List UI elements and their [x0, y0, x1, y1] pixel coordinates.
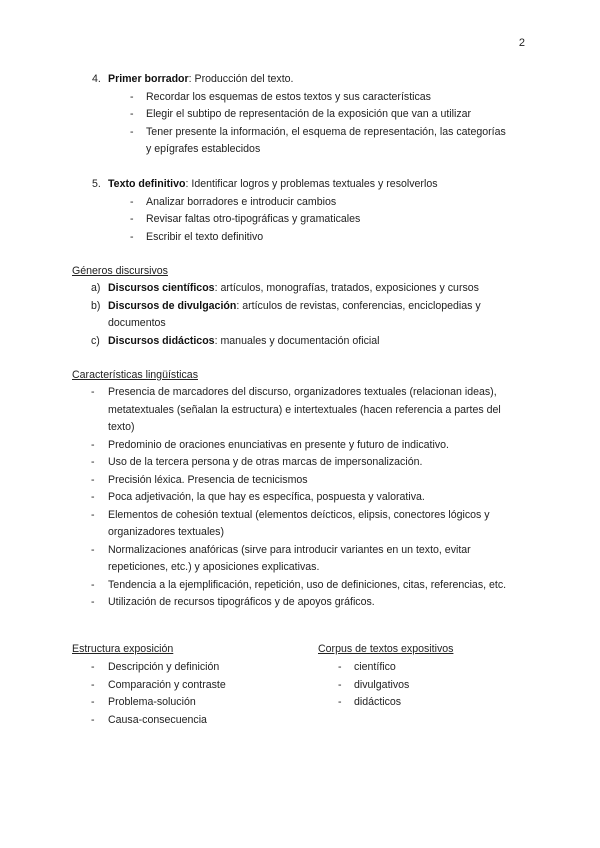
- bullet-dash: -: [91, 491, 95, 503]
- caracteristicas-list: [0, 384, 600, 612]
- bullet-dash: -: [91, 578, 95, 591]
- list-item: [0, 298, 600, 316]
- list-item-text: Comparación y contraste: [108, 678, 226, 691]
- list-item: [0, 594, 600, 612]
- bullet-dash: -: [91, 473, 95, 486]
- list-item-text: y epígrafes establecidos: [146, 143, 261, 155]
- step-4-section: [0, 71, 600, 159]
- bullet-dash: -: [130, 108, 134, 120]
- list-item-text: metatextuales (señalan la estructura) e intertextuales (hacen referencia a partes del: [108, 403, 501, 416]
- list-item-text: Problema-solución: [108, 696, 196, 708]
- bullet-dash: -: [130, 90, 134, 103]
- estructura-heading: Estructura exposición: [72, 643, 174, 655]
- bullet-dash: -: [91, 456, 95, 468]
- list-item-continuation: [0, 402, 600, 420]
- bullet-dash: -: [130, 230, 134, 243]
- list-item: [0, 659, 600, 677]
- list-item-continuation: [0, 524, 600, 542]
- list-item: [0, 89, 600, 107]
- bullet-dash: -: [91, 661, 95, 673]
- list-item: [0, 124, 600, 142]
- list-item-text: Elementos de cohesión textual (elementos deícticos, elipsis, conectores lógicos y: [108, 508, 490, 521]
- bullet-dash: -: [91, 713, 95, 726]
- list-letter: c): [91, 334, 100, 347]
- list-item: [0, 280, 600, 298]
- list-item-text: divulgativos: [354, 678, 410, 691]
- list-item-text: didácticos: [354, 696, 402, 708]
- bullet-dash: -: [91, 696, 95, 708]
- list-item-text: Utilización de recursos tipográficos y de apoyos gráficos.: [108, 596, 375, 608]
- list-item: [0, 333, 600, 351]
- bullet-dash: -: [91, 678, 95, 691]
- list-item: [0, 489, 600, 507]
- caracteristicas-heading: Características lingüísticas: [72, 369, 198, 381]
- list-item: [0, 384, 600, 402]
- list-letter: a): [91, 282, 101, 294]
- page-number: 2: [518, 37, 525, 49]
- list-item: [0, 577, 600, 595]
- corpus-list: [0, 659, 600, 712]
- step-number: 5.: [92, 178, 101, 190]
- step-description: : Producción del texto.: [188, 73, 294, 85]
- list-item-continuation: [0, 141, 600, 159]
- list-item-text: Uso de la tercera persona y de otras marcas de impersonalización.: [108, 456, 423, 468]
- list-item-text: Analizar borradores e introducir cambios: [146, 195, 337, 208]
- list-item: [0, 229, 600, 247]
- bullet-dash: -: [338, 696, 342, 708]
- list-item: [0, 211, 600, 229]
- list-item-text: Escribir el texto definitivo: [146, 230, 264, 243]
- list-item: [0, 454, 600, 472]
- list-item-text: organizadores textuales): [108, 526, 225, 538]
- bullet-dash: -: [91, 438, 95, 451]
- list-item-text: Tendencia a la ejemplificación, repetición, uso de definiciones, citas, referencias, etc.: [108, 578, 507, 591]
- genre-title: Discursos científicos: [108, 282, 215, 294]
- list-item-text: repeticiones, etc.) y aposiciones explicativas.: [108, 561, 320, 573]
- list-item: [0, 194, 600, 212]
- genre-description: : artículos, monografías, tratados, exposiciones y cursos: [214, 282, 479, 294]
- list-item-text: científico: [354, 661, 396, 673]
- list-item-continuation: [0, 559, 600, 577]
- bullet-dash: -: [91, 543, 95, 556]
- bullet-dash: -: [338, 661, 342, 673]
- generos-heading: Géneros discursivos: [72, 265, 168, 277]
- bullet-dash: -: [130, 195, 134, 208]
- bullet-dash: -: [130, 213, 134, 225]
- list-item-text: Presencia de marcadores del discurso, organizadores textuales (relacionan ideas),: [108, 386, 497, 398]
- step-number: 4.: [92, 73, 101, 85]
- list-item-text: Tener presente la información, el esquema de representación, las categorías: [146, 125, 506, 138]
- list-item-text: Normalizaciones anafóricas (sirve para introducir variantes en un texto, evitar: [108, 543, 471, 556]
- list-item: [0, 542, 600, 560]
- list-item-text: Elegir el subtipo de representación de la exposición que van a utilizar: [146, 108, 472, 120]
- list-item-text: Predominio de oraciones enunciativas en presente y futuro de indicativo.: [108, 438, 449, 451]
- corpus-heading: Corpus de textos expositivos: [318, 643, 454, 655]
- step-5-section: [0, 176, 600, 246]
- list-item-text: Poca adjetivación, la que hay es específica, pospuesta y valorativa.: [108, 491, 425, 503]
- list-item-text: texto): [108, 421, 135, 433]
- list-letter: b): [91, 299, 101, 312]
- list-item-text: Causa-consecuencia: [108, 713, 207, 726]
- list-item: [0, 106, 600, 124]
- step-5-title-row: [0, 176, 600, 194]
- genre-title: Discursos de divulgación: [108, 299, 237, 312]
- step-4-title-row: [0, 71, 600, 89]
- bullet-dash: -: [91, 386, 95, 398]
- list-item-continuation: [0, 315, 600, 333]
- bullet-dash: -: [338, 678, 342, 691]
- list-item: [0, 437, 600, 455]
- list-item-text: Precisión léxica. Presencia de tecnicismos: [108, 473, 308, 486]
- genre-description: : manuales y documentación oficial: [214, 334, 380, 347]
- list-item-continuation: [0, 419, 600, 437]
- list-item: [0, 712, 600, 730]
- list-item: [0, 472, 600, 490]
- bullet-dash: -: [91, 596, 95, 608]
- list-item-text: Recordar los esquemas de estos textos y sus características: [146, 90, 431, 103]
- list-item: [0, 507, 600, 525]
- list-item-text: Descripción y definición: [108, 661, 220, 673]
- genre-description-cont: documentos: [108, 317, 166, 329]
- bullet-dash: -: [130, 125, 134, 138]
- list-item: [0, 677, 600, 695]
- genre-title: Discursos didácticos: [108, 334, 215, 347]
- step-title: Texto definitivo: [108, 178, 186, 190]
- generos-list: [0, 280, 600, 350]
- genre-description: : artículos de revistas, conferencias, enciclopedias y: [236, 299, 481, 312]
- step-title: Primer borrador: [108, 73, 189, 85]
- list-item: [0, 694, 600, 712]
- bullet-dash: -: [91, 508, 95, 521]
- list-item-text: Revisar faltas otro-tipográficas y gramaticales: [146, 213, 361, 225]
- step-description: : Identificar logros y problemas textuales y resolverlos: [185, 178, 438, 190]
